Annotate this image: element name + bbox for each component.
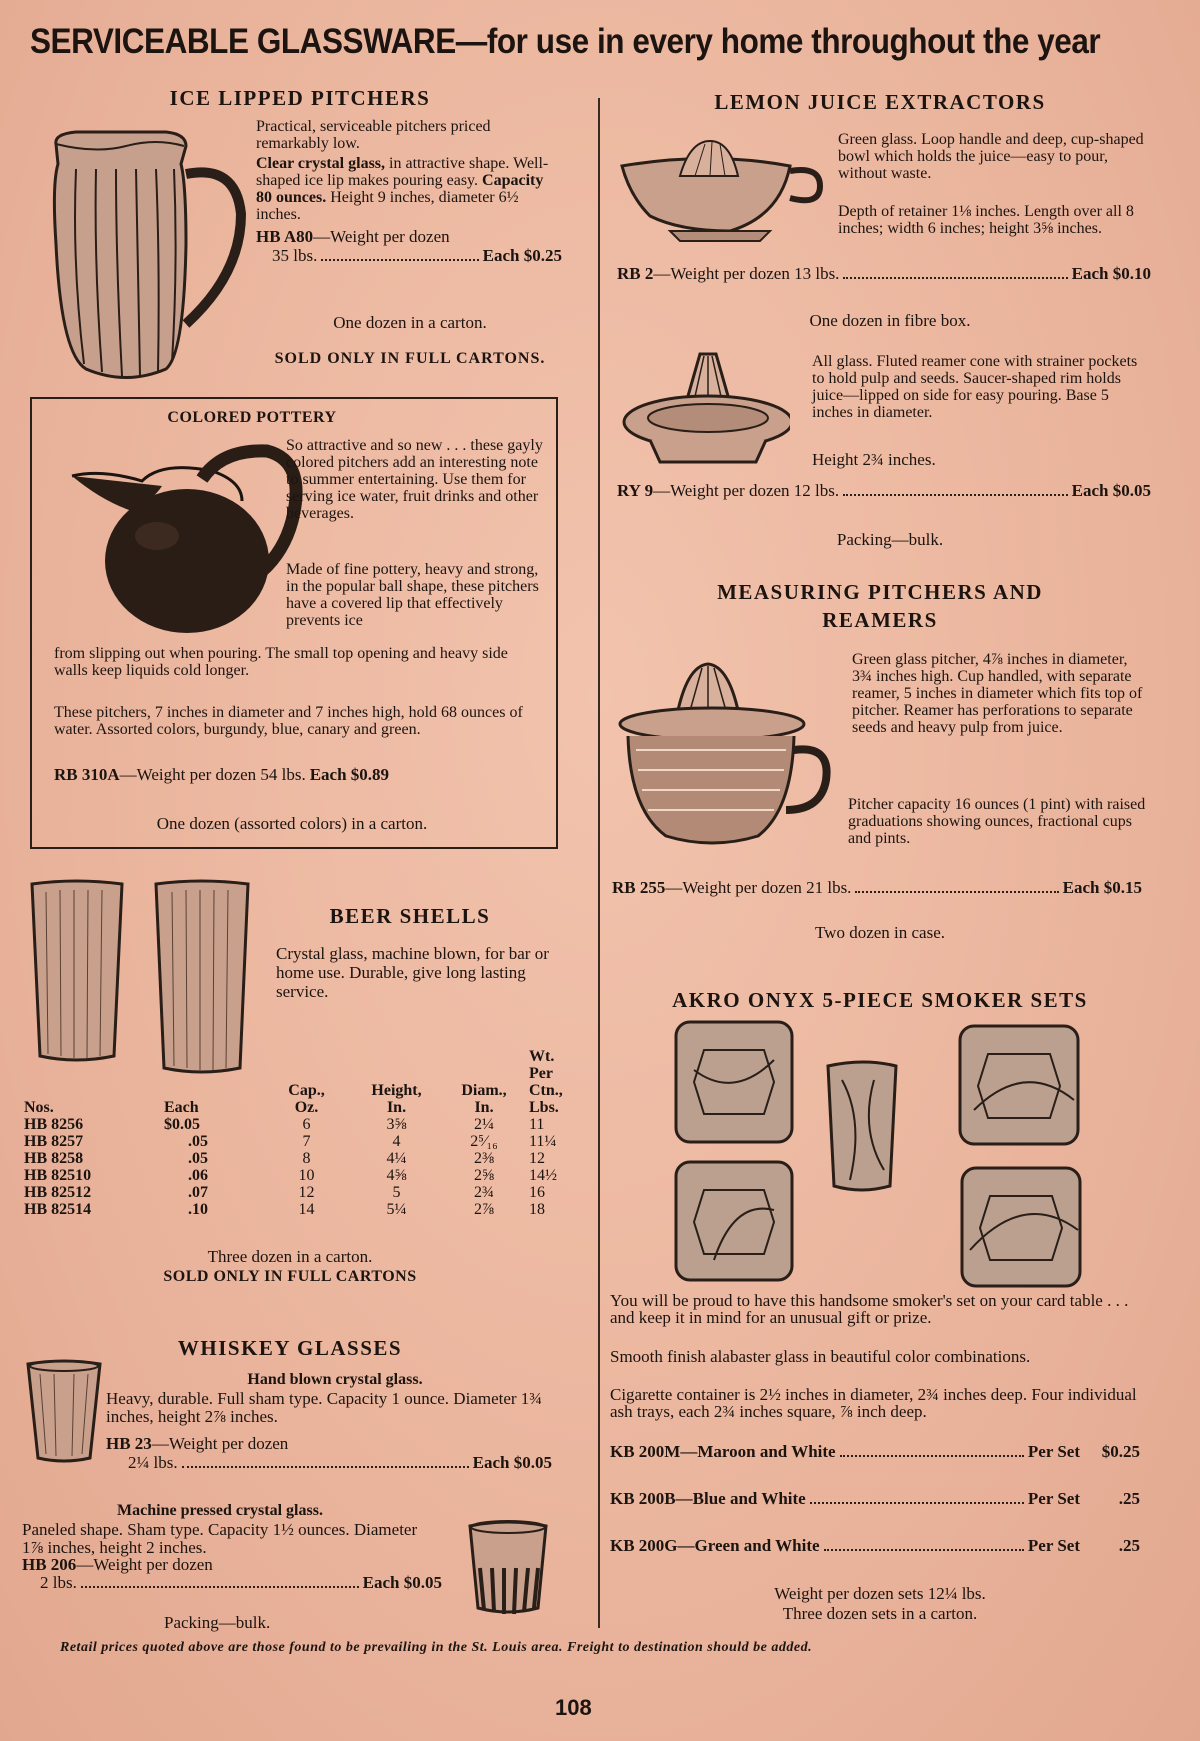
cell-cap: 12 — [298, 1184, 315, 1201]
item-weight: —Weight per dozen 12 lbs. — [653, 481, 840, 500]
item-price: Each $0.25 — [482, 246, 562, 265]
akro-item-row — [610, 1442, 1140, 1461]
ice-pitchers-p2 — [256, 155, 562, 223]
lemon-p1: Green glass. Loop handle and deep, cup-shaped bowl which holds the juice—easy to pour, without waste. — [838, 131, 1144, 182]
ice-pitcher-image — [36, 124, 246, 386]
item-number: RB 255 — [612, 878, 666, 897]
cell-height: 4 — [392, 1133, 401, 1150]
price-row — [22, 1573, 442, 1592]
cell-each: .05 — [188, 1133, 208, 1150]
item-weight: —Weight per dozen 54 lbs. — [119, 765, 306, 784]
cell-height: 4¼ — [386, 1150, 407, 1167]
cell-each: .10 — [188, 1201, 208, 1218]
ice-pitchers-pack: One dozen in a carton. — [333, 313, 487, 332]
item-weight: —Weight per dozen 21 lbs. — [665, 878, 852, 897]
colored-pottery-p3: These pitchers, 7 inches in diameter and 7 inches high, hold 68 ounces of water. Assorted colors, burgundy, blue, canary and green. — [54, 704, 523, 738]
section-title-akro: AKRO ONYX 5-PIECE SMOKER SETS — [672, 988, 1088, 1012]
akro-p1: You will be proud to have this handsome smoker's set on your card table . . . and keep it in mind for an unusual gift or prize. — [610, 1291, 1129, 1327]
col-header-cap: Oz. — [294, 1099, 319, 1116]
akro-weight: Weight per dozen sets 12¼ lbs. — [774, 1584, 986, 1603]
cell-diam: 2⁵⁄₁₆ — [470, 1133, 498, 1150]
ice-pitchers-sold: SOLD ONLY IN FULL CARTONS. — [274, 350, 546, 367]
item-number: HB 206 — [22, 1555, 77, 1574]
pressed-glass-image — [466, 1518, 550, 1618]
item-price: .25 — [1118, 1536, 1140, 1555]
item-label: KB 200G—Green and White — [610, 1536, 820, 1555]
cell-each: .07 — [188, 1184, 208, 1201]
page-title: SERVICEABLE GLASSWARE—for use in every home throughout the year — [30, 22, 1101, 61]
whiskey-item2 — [22, 1556, 442, 1592]
item-weight-value: 2¼ lbs. — [128, 1453, 178, 1472]
item-price: .25 — [1118, 1489, 1140, 1508]
akro-item-row — [610, 1536, 1140, 1555]
section-title-measuring-1: MEASURING PITCHERS AND — [717, 580, 1043, 604]
table-row — [24, 1133, 589, 1150]
reamer-image — [620, 350, 790, 468]
colored-pottery-price-row — [54, 765, 524, 784]
table-row — [24, 1184, 589, 1201]
item-weight: —Weight per dozen — [76, 1555, 213, 1574]
whiskey-item1 — [106, 1434, 552, 1472]
beer-shells-description: Crystal glass, machine blown, for bar or home use. Durable, give long lasting service. — [276, 944, 549, 1001]
item-number: RB 2 — [617, 264, 654, 283]
akro-pack: Three dozen sets in a carton. — [782, 1604, 978, 1623]
item-price: $0.25 — [1101, 1442, 1140, 1461]
table-row — [24, 1150, 589, 1167]
cell-each: .05 — [188, 1150, 208, 1167]
measuring-p2: Pitcher capacity 16 ounces (1 pint) with raised graduations showing ounces, fractional cups and pints. — [848, 796, 1146, 847]
lemon-pack-1: One dozen in fibre box. — [809, 311, 971, 330]
whiskey-desc1: Heavy, durable. Full sham type. Capacity 1 ounce. Diameter 1¾ inches, height 2⅞ inches. — [106, 1389, 543, 1426]
section-title-ice-pitchers: ICE LIPPED PITCHERS — [169, 86, 431, 110]
cell-wt: 11 — [529, 1116, 545, 1133]
whiskey-glass-image — [24, 1358, 104, 1466]
beer-shells-pack: Three dozen in a carton. — [207, 1247, 373, 1266]
cell-each: $0.05 — [164, 1116, 200, 1133]
col-header-wt: Wt. — [529, 1048, 555, 1065]
cell-height: 5¼ — [386, 1201, 407, 1218]
cell-wt: 12 — [529, 1150, 545, 1167]
whiskey-sub1: Hand blown crystal glass. — [247, 1371, 423, 1388]
item-weight: —Weight per dozen — [313, 227, 450, 246]
item-weight: —Weight per dozen — [151, 1434, 289, 1453]
cell-no: HB 82514 — [24, 1201, 92, 1218]
measuring-pitcher-image — [616, 660, 831, 850]
lemon-price-row-1 — [617, 264, 1151, 283]
col-header-each: Each — [164, 1099, 199, 1116]
measuring-price-row — [612, 878, 1142, 897]
ball-pitcher-image — [62, 441, 307, 641]
item-price: Each $0.05 — [362, 1573, 442, 1592]
col-header-height: Height, — [371, 1082, 422, 1099]
beer-shells-sold: SOLD ONLY IN FULL CARTONS — [163, 1268, 417, 1285]
lemon-pack-2: Packing—bulk. — [836, 530, 944, 549]
colored-pottery-pack: One dozen (assorted colors) in a carton. — [156, 814, 428, 833]
item-price: Each $0.05 — [1071, 481, 1151, 500]
colored-pottery-p2a: Made of fine pottery, heavy and strong, in the popular ball shape, these pitchers have a covered lip that effectively prevents ice — [286, 561, 539, 629]
item-price: Each $0.05 — [472, 1453, 552, 1472]
item-number: HB A80 — [256, 227, 314, 246]
table-row — [24, 1116, 589, 1133]
akro-p2: Smooth finish alabaster glass in beautiful color combinations. — [610, 1347, 1031, 1366]
item-number: RY 9 — [617, 481, 654, 500]
price-row — [256, 246, 562, 265]
cell-no: HB 8258 — [24, 1150, 84, 1167]
col-header-wt: Per — [529, 1065, 553, 1082]
beer-shells-table — [24, 1048, 589, 1218]
item-unit: Per Set — [1027, 1536, 1080, 1555]
ice-pitchers-p1: Practical, serviceable pitchers priced remarkably low. — [256, 118, 491, 152]
measuring-p1: Green glass pitcher, 4⅞ inches in diameter, 3¾ inches high. Cup handled, with separate reamer, 5 inches in diameter which fits top of pitcher. Reamer has perforations to separate seeds and heavy pulp from juice. — [852, 651, 1143, 736]
whiskey-sub2: Machine pressed crystal glass. — [117, 1502, 323, 1519]
lemon-p3: All glass. Fluted reamer cone with strainer pockets to hold pulp and seeds. Saucer-shaped rim holds juice—lipped on side for easy pouring. Base 5 inches in diameter. — [812, 353, 1138, 421]
item-label: KB 200B—Blue and White — [610, 1489, 806, 1508]
section-title-measuring-2: REAMERS — [822, 608, 938, 632]
cell-cap: 14 — [298, 1201, 315, 1218]
whiskey-desc2: Paneled shape. Sham type. Capacity 1½ ounces. Diameter 1⅞ inches, height 2 inches. — [22, 1520, 418, 1557]
cell-cap: 10 — [298, 1167, 315, 1184]
cell-diam: 2⅝ — [474, 1167, 494, 1184]
col-header-cap: Cap., — [288, 1082, 325, 1099]
item-price: Each $0.89 — [309, 765, 390, 784]
ice-pitchers-description — [256, 118, 562, 265]
beer-shells-image — [26, 878, 256, 1074]
col-header-diam: In. — [474, 1099, 494, 1116]
page-number: 108 — [555, 1695, 592, 1720]
cell-diam: 2⅞ — [474, 1201, 494, 1218]
cell-height: 5 — [392, 1184, 401, 1201]
footnote: Retail prices quoted above are those found to be prevailing in the St. Louis area. Freight to destination should be added. — [60, 1640, 813, 1655]
cell-diam: 2¼ — [474, 1116, 494, 1133]
section-title-whiskey: WHISKEY GLASSES — [177, 1336, 403, 1360]
section-title-beer-shells: BEER SHELLS — [329, 904, 491, 928]
col-header-diam: Diam., — [461, 1082, 507, 1099]
table-row — [24, 1201, 589, 1218]
table-row — [24, 1167, 589, 1184]
ice-pitchers-size: Height 9 inches, diameter 6½ inches. — [256, 189, 519, 223]
ice-pitchers-shape: in attractive shape. Well-shaped ice lip makes pouring easy. — [256, 155, 549, 189]
item-number: HB 23 — [106, 1434, 152, 1453]
cell-cap: 7 — [302, 1133, 311, 1150]
item-number: RB 310A — [54, 765, 120, 784]
cell-wt: 14½ — [529, 1167, 557, 1184]
item-unit: Per Set — [1027, 1489, 1080, 1508]
price-row — [106, 1453, 552, 1472]
cell-cap: 8 — [302, 1150, 311, 1167]
ice-pitchers-item — [256, 227, 562, 246]
colored-pottery-p2b: from slipping out when pouring. The small top opening and heavy side walls keep liquids cold longer. — [54, 645, 508, 679]
item-weight-value: 35 lbs. — [272, 246, 318, 265]
lemon-p2: Depth of retainer 1⅛ inches. Length over all 8 inches; width 6 inches; height 3⅝ inches. — [838, 203, 1134, 237]
item-unit: Per Set — [1027, 1442, 1080, 1461]
col-header-wt: Lbs. — [529, 1099, 559, 1116]
akro-item-row — [610, 1489, 1140, 1508]
item-weight-value: 2 lbs. — [40, 1573, 77, 1592]
cell-no: HB 8256 — [24, 1116, 84, 1133]
cell-no: HB 82510 — [24, 1167, 92, 1184]
cell-each: .06 — [188, 1167, 208, 1184]
colored-pottery-title: COLORED POTTERY — [167, 409, 337, 426]
item-price: Each $0.15 — [1062, 878, 1142, 897]
item-price: Each $0.10 — [1071, 264, 1151, 283]
item-label: KB 200M—Maroon and White — [610, 1442, 836, 1461]
section-title-lemon: LEMON JUICE EXTRACTORS — [714, 90, 1046, 114]
ice-pitchers-material: Clear crystal glass, — [256, 155, 386, 172]
cell-wt: 16 — [529, 1184, 545, 1201]
col-header-nos: Nos. — [24, 1099, 54, 1116]
col-header-height: In. — [386, 1099, 407, 1116]
cell-wt: 11¼ — [529, 1133, 557, 1150]
measuring-pack: Two dozen in case. — [814, 923, 946, 942]
cell-wt: 18 — [529, 1201, 545, 1218]
lemon-extractor-image — [620, 136, 825, 246]
lemon-p4: Height 2¾ inches. — [812, 450, 936, 469]
cell-no: HB 8257 — [24, 1133, 84, 1150]
whiskey-pack: Packing—bulk. — [164, 1613, 271, 1632]
cell-height: 3⅝ — [386, 1116, 407, 1133]
lemon-price-row-2 — [617, 481, 1151, 500]
col-header-wt: Ctn., — [529, 1082, 563, 1099]
item-weight: —Weight per dozen 13 lbs. — [653, 264, 840, 283]
cell-no: HB 82512 — [24, 1184, 92, 1201]
cell-diam: 2¾ — [474, 1184, 494, 1201]
cell-diam: 2⅜ — [474, 1150, 494, 1167]
colored-pottery-box — [30, 397, 558, 849]
ice-pitchers-capacity: Capacity 80 ounces. — [256, 172, 544, 206]
cell-height: 4⅝ — [386, 1167, 407, 1184]
column-divider — [598, 98, 600, 1628]
cell-cap: 6 — [302, 1116, 311, 1133]
smoker-set-image — [674, 1020, 1114, 1290]
colored-pottery-p1: So attractive and so new . . . these gayly colored pitchers add an interesting note to summer entertaining. Use them for serving ice water, fruit drinks and other beverages. — [286, 437, 543, 522]
akro-p3: Cigarette container is 2½ inches in diameter, 2¾ inches deep. Four individual ash trays, each 2¾ inches square, ⅞ inch deep. — [610, 1385, 1137, 1421]
